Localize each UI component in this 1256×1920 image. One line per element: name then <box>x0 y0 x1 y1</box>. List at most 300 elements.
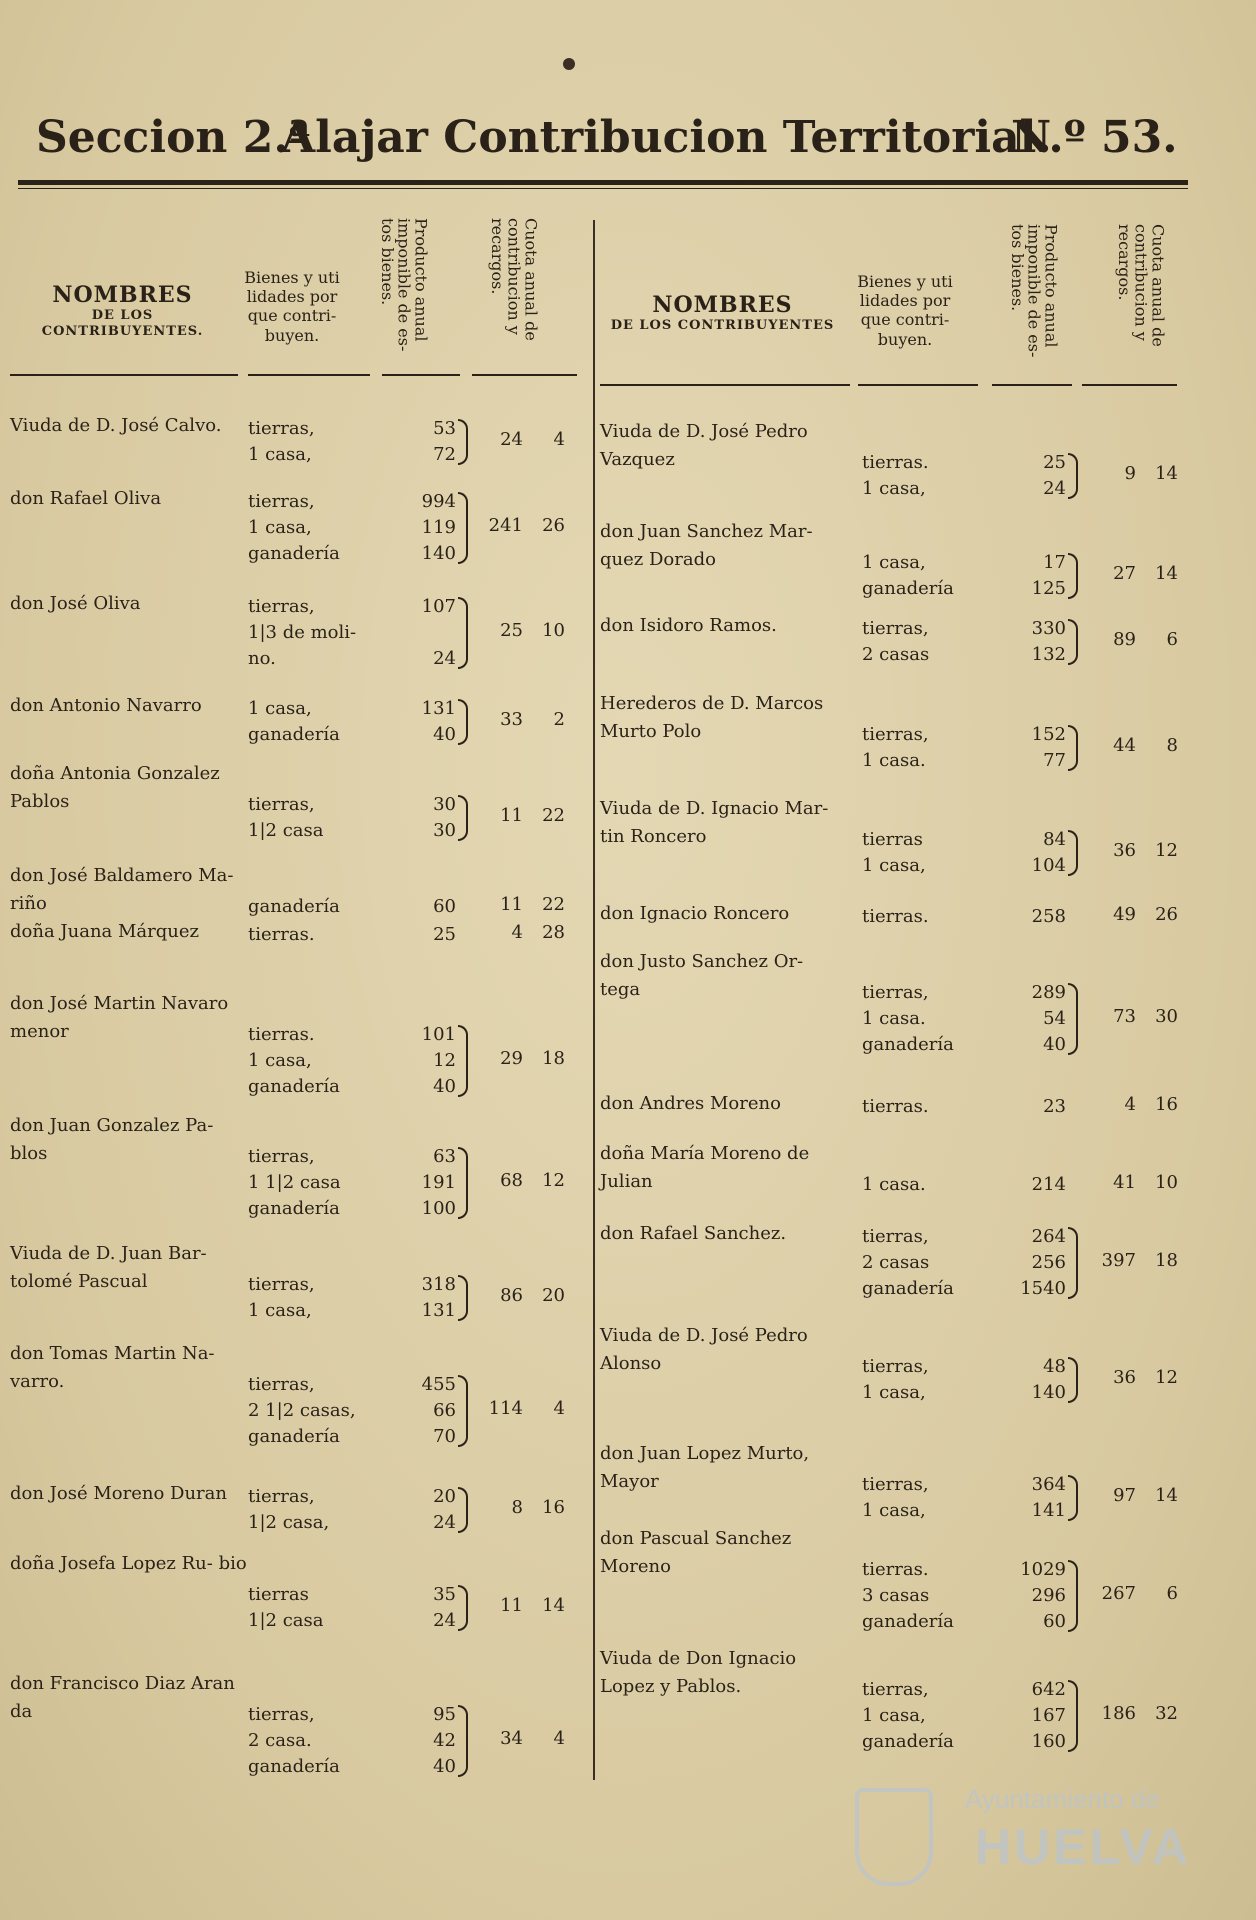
goods-item: ganadería <box>862 1731 954 1752</box>
brace-mark <box>1068 725 1078 771</box>
goods-item: ganadería <box>862 1611 954 1632</box>
product-value: 330 <box>1031 618 1066 639</box>
quota-value <box>1078 563 1178 584</box>
quota-maravedis: 12 <box>1155 840 1178 861</box>
quota-maravedis: 4 <box>553 429 565 450</box>
goods-list <box>248 489 340 567</box>
quota-maravedis: 28 <box>542 922 565 943</box>
goods-item: ganadería <box>862 1034 954 1055</box>
section-label: Seccion 2.ª <box>36 112 311 163</box>
quota-maravedis: 6 <box>1166 629 1178 650</box>
product-value: 107 <box>421 596 456 617</box>
contributor-name: doña Josefa Lopez Ru- bio <box>10 1553 247 1574</box>
product-value: 289 <box>1031 982 1066 1003</box>
product-value: 40 <box>433 1756 456 1777</box>
product-values <box>1012 722 1066 774</box>
watermark-line2: HUELVA <box>975 1819 1192 1875</box>
goods-item: tierras, <box>248 1146 315 1167</box>
brace-mark <box>1068 983 1078 1055</box>
product-values <box>402 1144 456 1222</box>
goods-item: 2 1|2 casas, <box>248 1400 356 1421</box>
quota-maravedis: 26 <box>542 515 565 536</box>
contributor-name: don Andres Moreno <box>600 1093 781 1114</box>
quota-maravedis: 12 <box>542 1170 565 1191</box>
quota-maravedis: 14 <box>542 1595 565 1616</box>
quota-reales: 11 <box>500 894 523 915</box>
product-value: 1540 <box>1020 1278 1066 1299</box>
goods-item: tierras. <box>862 1096 929 1117</box>
product-value: 40 <box>433 724 456 745</box>
goods-item: 1|2 casa, <box>248 1512 330 1533</box>
names-header: NOMBRES DE LOS CONTRIBUYENTES <box>610 292 835 334</box>
goods-item: ganadería <box>248 543 340 564</box>
goods-list <box>248 1144 341 1222</box>
contributor-name: don Juan Sanchez Mar- quez Dorado <box>600 521 813 570</box>
quota-maravedis: 16 <box>1155 1094 1178 1115</box>
product-value <box>402 620 456 646</box>
page-header <box>36 112 1178 172</box>
product-value: 132 <box>1031 644 1066 665</box>
goods-item: 1 casa, <box>248 444 312 465</box>
goods-item: tierras, <box>248 1374 315 1395</box>
product-value: 40 <box>1043 1034 1066 1055</box>
goods-item: 2 casas <box>862 644 930 665</box>
quota-value <box>1078 1583 1178 1604</box>
quota-value <box>1078 735 1178 756</box>
product-value: 77 <box>1043 750 1066 771</box>
goods-item: tierras, <box>248 794 315 815</box>
product-value: 1029 <box>1020 1559 1066 1580</box>
product-value: 104 <box>1031 855 1066 876</box>
product-value: 256 <box>1031 1252 1066 1273</box>
quota-reales: 36 <box>1113 840 1136 861</box>
goods-item: tierras, <box>248 491 315 512</box>
quota-reales: 44 <box>1113 735 1136 756</box>
product-values <box>1012 1677 1066 1755</box>
quota-value <box>465 515 565 536</box>
product-value: 17 <box>1043 552 1066 573</box>
quota-value <box>1078 1006 1178 1027</box>
goods-item: ganadería <box>248 1198 340 1219</box>
header-rule-thin <box>18 188 1188 189</box>
product-value: 119 <box>421 517 456 538</box>
quota-reales: 9 <box>1124 463 1136 484</box>
quota-maravedis: 4 <box>553 1728 565 1749</box>
product-value: 42 <box>433 1730 456 1751</box>
quota-value <box>1078 1485 1178 1506</box>
header-rule <box>18 180 1188 185</box>
goods-item: 1 casa, <box>862 1382 926 1403</box>
quota-reales: 41 <box>1113 1172 1136 1193</box>
quota-value <box>465 1285 565 1306</box>
goods-item: tierras, <box>248 418 315 439</box>
product-values <box>402 792 456 844</box>
goods-list <box>862 827 926 879</box>
names-header: NOMBRES DE LOS CONTRIBUYENTES. <box>41 282 204 339</box>
goods-item: tierras. <box>248 1024 315 1045</box>
contributor-name: don José Oliva <box>10 593 141 614</box>
quota-reales: 397 <box>1101 1250 1136 1271</box>
product-value: 60 <box>1043 1611 1066 1632</box>
goods-item: 1 1|2 casa <box>248 1172 341 1193</box>
product-header: Producto anual imponible de es- tos bienes. <box>377 218 431 352</box>
product-values <box>402 1022 456 1100</box>
product-value: 60 <box>433 896 456 917</box>
product-value: 264 <box>1031 1226 1066 1247</box>
goods-item: tierras. <box>248 924 315 945</box>
quota-maravedis: 22 <box>542 894 565 915</box>
quota-reales: 34 <box>500 1728 523 1749</box>
goods-item: 1 casa, <box>248 698 312 719</box>
goods-item: 1 casa, <box>248 517 312 538</box>
goods-list <box>248 1484 329 1536</box>
brace-mark <box>1068 619 1078 665</box>
product-values <box>1012 1172 1066 1198</box>
quota-reales: 11 <box>500 805 523 826</box>
goods-item: no. <box>248 648 276 669</box>
goods-list <box>862 616 929 668</box>
goods-item: 1 casa, <box>248 1300 312 1321</box>
quota-maravedis: 18 <box>1155 1250 1178 1271</box>
contributor-name: don José Moreno Duran <box>10 1483 227 1504</box>
goods-item: 1 casa, <box>862 478 926 499</box>
contributor-name: don Francisco Diaz Aran da <box>10 1673 235 1722</box>
product-value: 24 <box>433 648 456 669</box>
goods-list <box>862 1677 954 1755</box>
product-value: 63 <box>433 1146 456 1167</box>
quota-reales: 186 <box>1101 1703 1136 1724</box>
product-value: 48 <box>1043 1356 1066 1377</box>
quota-reales: 114 <box>488 1398 523 1419</box>
quota-value <box>465 620 565 641</box>
goods-list <box>862 550 954 602</box>
quota-maravedis: 10 <box>542 620 565 641</box>
product-value: 24 <box>433 1610 456 1631</box>
left-table-header <box>10 200 600 388</box>
contributor-name: don Juan Gonzalez Pa- blos <box>10 1115 214 1164</box>
product-values <box>1012 1557 1066 1635</box>
product-value: 24 <box>433 1512 456 1533</box>
product-values <box>1012 1354 1066 1406</box>
contributor-name: Viuda de D. José Pedro Alonso <box>600 1325 808 1374</box>
product-values <box>402 489 456 567</box>
quota-maravedis: 14 <box>1155 1485 1178 1506</box>
right-table-header <box>600 200 1190 388</box>
product-values <box>1012 1224 1066 1302</box>
watermark-line1: Ayuntamiento de <box>965 1784 1160 1814</box>
product-values <box>1012 827 1066 879</box>
goods-list <box>248 1022 340 1100</box>
goods-list <box>862 450 929 502</box>
quota-maravedis: 6 <box>1166 1583 1178 1604</box>
shield-icon <box>855 1788 933 1886</box>
product-values <box>402 894 456 920</box>
product-values <box>1012 980 1066 1058</box>
product-value: 167 <box>1031 1705 1066 1726</box>
product-value: 23 <box>1043 1096 1066 1117</box>
product-values <box>1012 450 1066 502</box>
quota-value <box>465 922 565 943</box>
contributor-name: don Juan Lopez Murto, Mayor <box>600 1443 810 1492</box>
quota-value <box>1078 1250 1178 1271</box>
goods-item: tierras. <box>862 452 929 473</box>
product-values <box>402 922 456 948</box>
product-values <box>1012 550 1066 602</box>
product-value: 140 <box>1031 1382 1066 1403</box>
goods-item: 2 casa. <box>248 1730 312 1751</box>
product-values <box>1012 1472 1066 1524</box>
contributor-name: don Rafael Oliva <box>10 488 162 509</box>
goods-list <box>862 722 929 774</box>
quota-value <box>1078 840 1178 861</box>
goods-header: Bienes y uti lidades por que contri- buyen. <box>857 272 953 349</box>
quota-value <box>465 709 565 730</box>
quota-reales: 11 <box>500 1595 523 1616</box>
contributor-name: Viuda de D. José Calvo. <box>10 415 222 436</box>
goods-item: tierras, <box>248 596 315 617</box>
quota-value <box>465 1398 565 1419</box>
quota-reales: 267 <box>1101 1583 1136 1604</box>
quota-reales: 73 <box>1113 1006 1136 1027</box>
contributor-name: doña María Moreno de Julian <box>600 1143 810 1192</box>
page-title: Alajar Contribucion Territorial. <box>281 112 1052 163</box>
quota-header: Cuota anual de contribucion y recargos. <box>1114 224 1168 347</box>
goods-list <box>248 696 340 748</box>
product-values <box>1012 904 1066 930</box>
goods-list <box>248 792 323 844</box>
quota-value <box>465 1048 565 1069</box>
product-value: 30 <box>433 820 456 841</box>
product-value: 152 <box>1031 724 1066 745</box>
goods-list <box>248 594 356 672</box>
contributor-name: don Pascual Sanchez Moreno <box>600 1528 792 1577</box>
product-values <box>1012 1094 1066 1120</box>
quota-maravedis: 18 <box>542 1048 565 1069</box>
goods-item: 1|2 casa <box>248 1610 324 1631</box>
product-value: 141 <box>1031 1500 1066 1521</box>
product-value: 455 <box>421 1374 456 1395</box>
brace-mark <box>1068 1680 1078 1752</box>
quota-reales: 4 <box>511 922 523 943</box>
quota-reales: 33 <box>500 709 523 730</box>
goods-list <box>862 1354 929 1406</box>
product-value: 25 <box>1043 452 1066 473</box>
goods-header: Bienes y uti lidades por que contri- buyen. <box>244 268 340 345</box>
goods-item: 1 casa, <box>862 552 926 573</box>
quota-value <box>1078 463 1178 484</box>
goods-item: tierras <box>248 1584 309 1605</box>
brace-mark <box>1068 830 1078 876</box>
quota-reales: 25 <box>500 620 523 641</box>
product-value: 101 <box>421 1024 456 1045</box>
quota-reales: 29 <box>500 1048 523 1069</box>
contributor-name: doña Juana Márquez <box>10 921 200 942</box>
quota-maravedis: 26 <box>1155 904 1178 925</box>
goods-item: 1 casa, <box>248 1050 312 1071</box>
goods-item: ganadería <box>248 1756 340 1777</box>
contributor-name: Viuda de D. José Pedro Vazquez <box>600 421 808 470</box>
quota-value <box>1078 1172 1178 1193</box>
quota-header: Cuota anual de contribucion y recargos. <box>487 218 541 341</box>
goods-item: ganadería <box>248 896 340 917</box>
product-values <box>402 1484 456 1536</box>
product-value: 20 <box>433 1486 456 1507</box>
goods-item: tierras, <box>248 1274 315 1295</box>
product-value: 214 <box>1031 1174 1066 1195</box>
quota-reales: 97 <box>1113 1485 1136 1506</box>
goods-item: tierras. <box>862 906 929 927</box>
quota-value <box>1078 1094 1178 1115</box>
goods-list <box>862 980 954 1058</box>
product-values <box>402 1702 456 1780</box>
quota-maravedis: 12 <box>1155 1367 1178 1388</box>
quota-reales: 49 <box>1113 904 1136 925</box>
quota-maravedis: 20 <box>542 1285 565 1306</box>
goods-list <box>248 894 340 920</box>
quota-value <box>1078 1367 1178 1388</box>
contributor-name: don Tomas Martin Na- varro. <box>10 1343 215 1392</box>
goods-item: tierras, <box>862 724 929 745</box>
product-value: 160 <box>1031 1731 1066 1752</box>
goods-item: 1|3 de moli- <box>248 622 357 643</box>
goods-item: tierras, <box>862 1679 929 1700</box>
product-values <box>402 594 456 672</box>
product-value: 72 <box>433 444 456 465</box>
product-value: 131 <box>421 1300 456 1321</box>
quota-reales: 36 <box>1113 1367 1136 1388</box>
product-value: 66 <box>433 1400 456 1421</box>
quota-maravedis: 30 <box>1155 1006 1178 1027</box>
product-values <box>402 1372 456 1450</box>
product-value: 994 <box>421 491 456 512</box>
contributor-name: doña Antonia Gonzalez Pablos <box>10 763 220 812</box>
quota-maravedis: 32 <box>1155 1703 1178 1724</box>
quota-reales: 241 <box>488 515 523 536</box>
goods-item: 1 casa. <box>862 1008 926 1029</box>
product-value: 95 <box>433 1704 456 1725</box>
goods-item: tierras, <box>862 618 929 639</box>
goods-item: tierras <box>862 829 923 850</box>
product-value: 54 <box>1043 1008 1066 1029</box>
brace-mark <box>1068 553 1078 599</box>
goods-item: ganadería <box>248 724 340 745</box>
goods-list <box>862 1224 954 1302</box>
goods-list <box>862 1557 954 1635</box>
quota-value <box>1078 904 1178 925</box>
goods-item: tierras, <box>862 1356 929 1377</box>
quota-value <box>465 805 565 826</box>
goods-list <box>248 1372 356 1450</box>
product-values <box>402 1582 456 1634</box>
product-value: 53 <box>433 418 456 439</box>
goods-item: 1 casa, <box>862 1500 926 1521</box>
product-value: 35 <box>433 1584 456 1605</box>
quota-maravedis: 10 <box>1155 1172 1178 1193</box>
goods-list <box>862 1172 926 1198</box>
product-value: 100 <box>421 1198 456 1219</box>
goods-item: ganadería <box>248 1076 340 1097</box>
quota-value <box>465 429 565 450</box>
product-values <box>402 1272 456 1324</box>
quota-reales: 27 <box>1113 563 1136 584</box>
quota-value <box>1078 1703 1178 1724</box>
right-column <box>600 200 1190 1800</box>
quota-value <box>465 1497 565 1518</box>
product-values <box>402 696 456 748</box>
goods-item: 1 casa. <box>862 750 926 771</box>
brace-mark <box>1068 1475 1078 1521</box>
goods-item: 2 casas <box>862 1252 930 1273</box>
goods-list <box>248 922 315 948</box>
brace-mark <box>1068 453 1078 499</box>
brace-mark <box>1068 1357 1078 1403</box>
goods-item: ganadería <box>862 1278 954 1299</box>
quota-value <box>465 894 565 915</box>
contributor-name: Viuda de Don Ignacio Lopez y Pablos. <box>600 1648 797 1697</box>
product-value: 642 <box>1031 1679 1066 1700</box>
quota-maravedis: 16 <box>542 1497 565 1518</box>
brace-mark <box>1068 1227 1078 1299</box>
quota-maravedis: 4 <box>553 1398 565 1419</box>
product-values <box>1012 616 1066 668</box>
product-value: 84 <box>1043 829 1066 850</box>
product-value: 131 <box>421 698 456 719</box>
product-value: 296 <box>1031 1585 1066 1606</box>
goods-item: tierras, <box>248 1704 315 1725</box>
contributor-name: don Ignacio Roncero <box>600 903 790 924</box>
goods-list <box>862 1094 929 1120</box>
goods-item: 1 casa, <box>862 1705 926 1726</box>
product-value: 364 <box>1031 1474 1066 1495</box>
goods-item: 1 casa. <box>862 1174 926 1195</box>
page-number: N.º 53. <box>1011 112 1178 163</box>
product-value: 140 <box>421 543 456 564</box>
quota-reales: 8 <box>511 1497 523 1518</box>
goods-list <box>862 904 929 930</box>
product-value: 318 <box>421 1274 456 1295</box>
quota-value <box>465 1595 565 1616</box>
goods-list <box>248 1702 340 1780</box>
goods-item: ganadería <box>862 578 954 599</box>
contributor-name: don Isidoro Ramos. <box>600 615 777 636</box>
product-values <box>402 416 456 468</box>
goods-item: 1 casa, <box>862 855 926 876</box>
product-value: 258 <box>1031 906 1066 927</box>
goods-item: tierras, <box>862 1226 929 1247</box>
archive-watermark <box>855 1780 1192 1890</box>
goods-item: 3 casas <box>862 1585 930 1606</box>
quota-value <box>465 1728 565 1749</box>
contributor-name: don José Baldamero Ma- riño <box>10 865 234 914</box>
goods-item: 1|2 casa <box>248 820 324 841</box>
goods-item: tierras, <box>248 1486 315 1507</box>
product-value: 70 <box>433 1426 456 1447</box>
goods-item: tierras, <box>862 1474 929 1495</box>
contributor-name: don José Martin Navaro menor <box>10 993 229 1042</box>
quota-maravedis: 14 <box>1155 463 1178 484</box>
quota-maravedis: 2 <box>553 709 565 730</box>
contributor-name: Viuda de D. Juan Bar- tolomé Pascual <box>10 1243 207 1292</box>
goods-item: ganadería <box>248 1426 340 1447</box>
product-value: 25 <box>433 924 456 945</box>
goods-list <box>248 1272 315 1324</box>
contributor-name: Viuda de D. Ignacio Mar- tin Roncero <box>600 798 829 847</box>
quota-reales: 24 <box>500 429 523 450</box>
product-value: 40 <box>433 1076 456 1097</box>
goods-list <box>862 1472 929 1524</box>
product-value: 125 <box>1031 578 1066 599</box>
contributor-name: don Rafael Sanchez. <box>600 1223 787 1244</box>
